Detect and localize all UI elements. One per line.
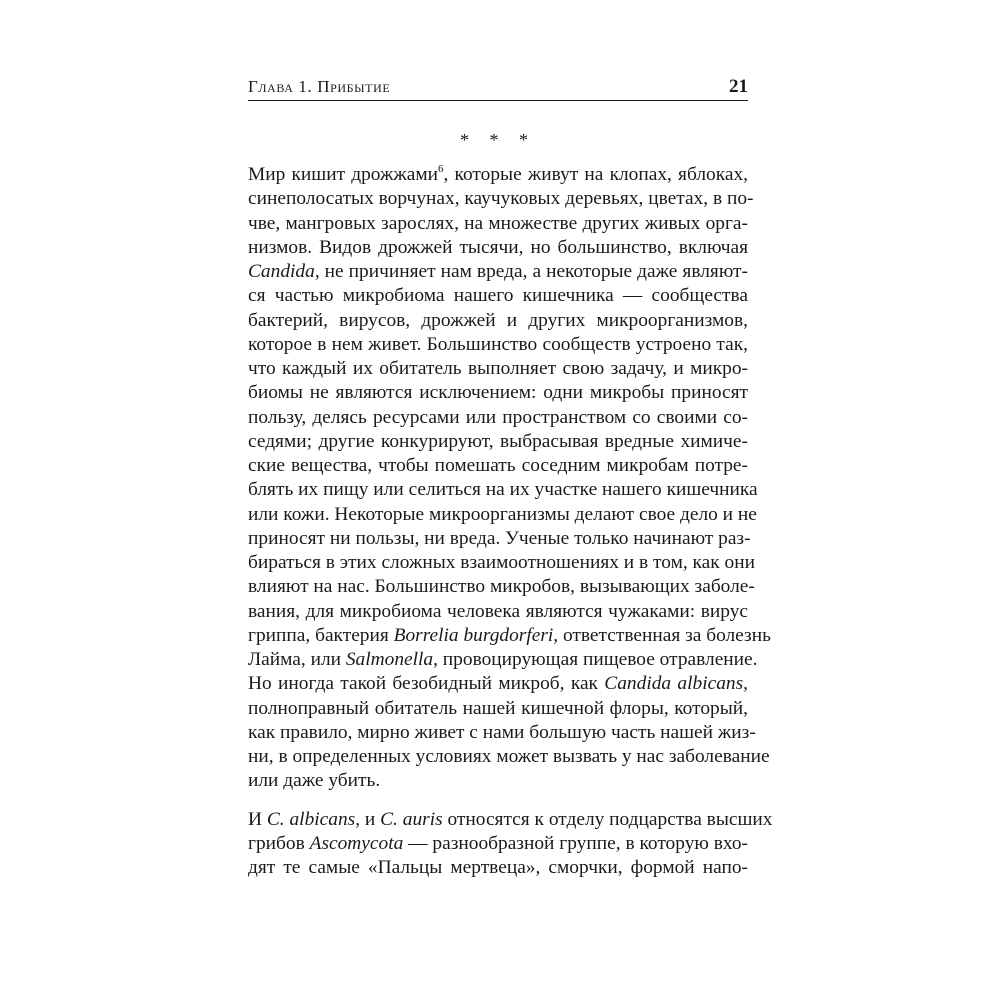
text-line	[248, 527, 751, 551]
paragraph	[248, 808, 773, 881]
text-line	[248, 309, 748, 333]
header-divider	[248, 100, 748, 101]
text-run: И	[248, 808, 267, 830]
text-line	[248, 430, 748, 454]
text-line	[248, 769, 748, 793]
text-line	[248, 697, 748, 721]
text-run: седями; другие конкурируют, выбрасывая вредные химиче-	[248, 430, 748, 452]
text-line	[248, 575, 755, 599]
footnote-marker: 6	[438, 163, 444, 175]
section-break: * * *	[460, 130, 536, 150]
text-run: приносят ни пользы, ни вреда. Ученые только начинают раз-	[248, 527, 751, 549]
text-run: , и	[355, 808, 381, 830]
text-run: которое в нем живет. Большинство сообществ устроено так,	[248, 333, 748, 355]
italic-term: C. albicans	[266, 808, 356, 830]
text-line	[248, 406, 748, 430]
text-line	[248, 832, 748, 856]
text-run: относятся к отделу подцарства высших	[442, 808, 773, 830]
paragraph	[248, 163, 771, 794]
text-run: бактерий, вирусов, дрожжей и других микроорганизмов,	[248, 309, 748, 331]
text-line	[248, 357, 748, 381]
text-run: ,	[743, 673, 748, 695]
text-run: дят те самые «Пальцы мертвеца», сморчки, формой напо-	[248, 857, 748, 878]
text-line	[248, 624, 771, 648]
text-run: Но иногда такой безобидный микроб, как	[248, 673, 605, 695]
text-line	[248, 454, 748, 478]
text-line	[248, 260, 748, 284]
page-number: 21	[729, 76, 748, 97]
text-line	[248, 333, 748, 357]
text-run: Лайма, или	[248, 649, 346, 670]
paragraph-gap	[248, 794, 748, 808]
text-run: гриппа, бактерия	[248, 624, 394, 646]
text-run: Мир кишит дрожжами	[248, 164, 439, 185]
italic-term: Ascomycota	[309, 832, 404, 854]
text-run: , ответственная за болезнь	[553, 624, 771, 646]
text-run: чве, мангровых зарослях, на множестве других живых орга-	[248, 212, 748, 234]
text-run: ся частью микробиома нашего кишечника — сообщества	[248, 285, 748, 307]
italic-term: Candida	[248, 261, 315, 282]
text-run: вания, для микробиома человека являются чужаками: вирус	[248, 600, 748, 622]
italic-term: Candida albicans	[604, 673, 744, 695]
text-run: , которые живут на клопах, яблоках,	[443, 164, 748, 185]
text-line	[248, 381, 748, 405]
text-line	[248, 808, 773, 832]
text-line	[248, 648, 758, 672]
text-run: бираться в этих сложных взаимоотношениях и в том, как они	[248, 552, 755, 573]
text-line	[248, 745, 770, 769]
text-run: грибов	[248, 832, 310, 854]
text-run: ские вещества, чтобы помешать соседним микробам потре-	[248, 455, 748, 476]
text-run: или даже убить.	[248, 770, 381, 792]
text-run: блять их пищу или селиться на их участке нашего кишечника	[248, 479, 758, 501]
text-run: что каждый их обитатель выполняет свою задачу, и микро-	[248, 358, 748, 379]
text-line	[248, 503, 757, 527]
text-run: или кожи. Некоторые микроорганизмы делают свое дело и не	[248, 503, 757, 525]
text-line	[248, 856, 748, 880]
italic-term: Salmonella	[345, 649, 434, 670]
text-run: синеполосатых ворчунах, каучуковых деревьях, цветах, в по-	[248, 188, 754, 210]
text-run: , провоцирующая пищевое отравление.	[433, 649, 758, 670]
text-run: биомы не являются исключением: одни микробы приносят	[248, 382, 748, 404]
text-run: , не причиняет нам вреда, а некоторые даже являют-	[314, 261, 748, 282]
running-head	[248, 76, 748, 98]
chapter-title: Глава 1. Прибытие	[248, 77, 391, 96]
text-run: влияют на нас. Большинство микробов, вызывающих заболе-	[248, 576, 755, 598]
text-line	[248, 551, 755, 575]
text-line	[248, 212, 748, 236]
text-run: пользу, делясь ресурсами или пространством со своими со-	[248, 406, 748, 428]
body-text	[248, 163, 773, 880]
text-line	[248, 163, 748, 187]
text-run: полноправный обитатель нашей кишечной флоры, который,	[248, 697, 748, 719]
text-line	[248, 236, 748, 260]
text-run: низмов. Видов дрожжей тысячи, но большинство, включая	[248, 236, 748, 258]
text-line	[248, 672, 748, 696]
text-run: ни, в определенных условиях может вызвать у нас заболевание	[248, 746, 770, 767]
text-run: как правило, мирно живет с нами большую часть нашей жиз-	[248, 721, 756, 743]
text-line	[248, 187, 754, 211]
italic-term: C. auris	[380, 808, 443, 830]
italic-term: Borrelia burgdorferi	[393, 624, 554, 646]
text-line	[248, 478, 758, 502]
text-run: — разнообразной группе, в которую вхо-	[403, 832, 748, 854]
text-line	[248, 721, 756, 745]
text-line	[248, 600, 748, 624]
text-line	[248, 284, 748, 308]
